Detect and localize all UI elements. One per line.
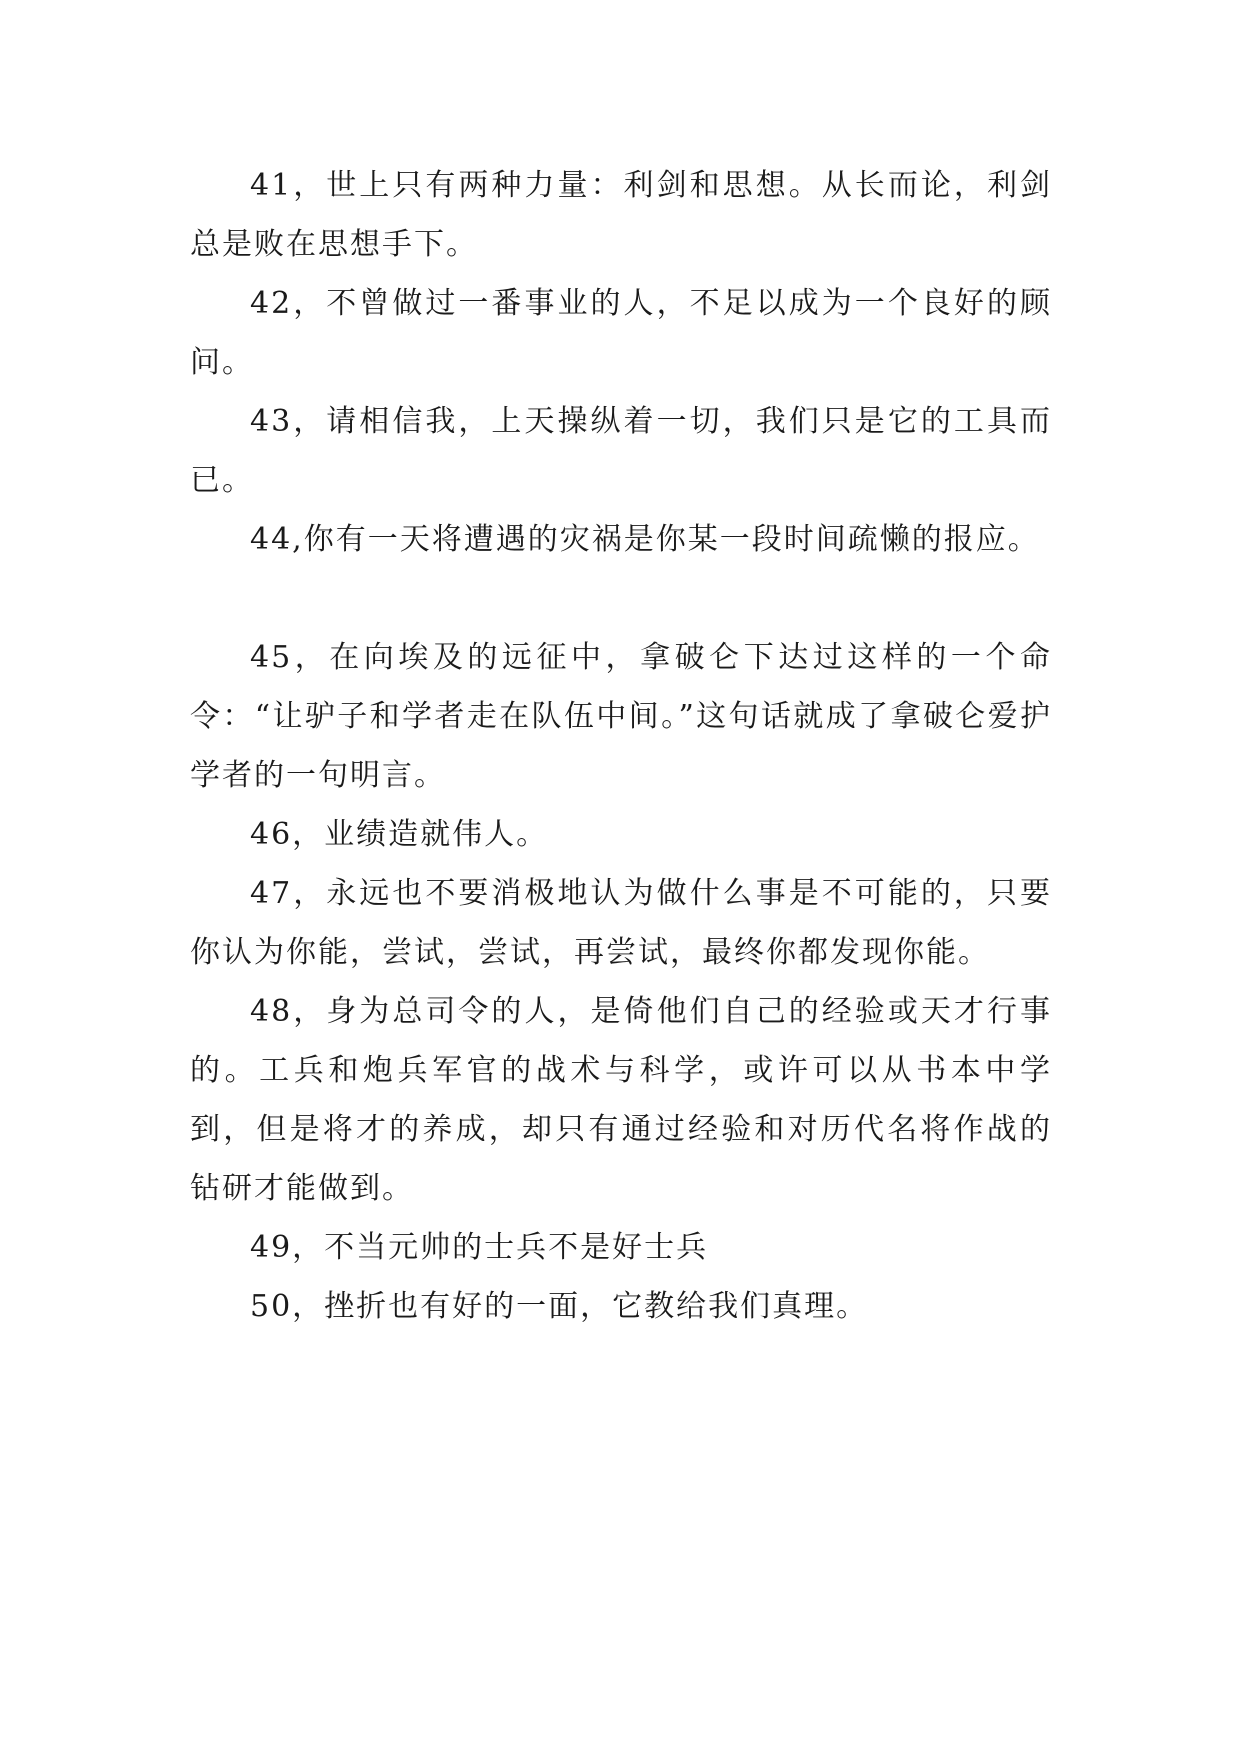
paragraph-41: 41，世上只有两种力量：利剑和思想。从长而论，利剑总是败在思想手下。 xyxy=(190,168,1052,262)
paragraph-46: 46，业绩造就伟人。 xyxy=(250,817,549,852)
paragraph-44: 44,你有一天将遭遇的灾祸是你某一段时间疏懒的报应。 xyxy=(250,522,1040,557)
paragraph-43: 43，请相信我，上天操纵着一切，我们只是它的工具而已。 xyxy=(190,404,1052,498)
paragraph-50: 50，挫折也有好的一面，它教给我们真理。 xyxy=(250,1289,869,1324)
paragraph-45: 45，在向埃及的远征中，拿破仑下达过这样的一个命令：“让驴子和学者走在队伍中间。”这句话就成了拿破仑爱护学者的一句明言。 xyxy=(190,640,1052,793)
document-body xyxy=(190,156,1052,1336)
blank-line xyxy=(190,569,1052,628)
paragraph-48: 48，身为总司令的人，是倚他们自己的经验或天才行事的。工兵和炮兵军官的战术与科学，或许可以从书本中学到，但是将才的养成，却只有通过经验和对历代名将作战的钻研才能做到。 xyxy=(190,994,1052,1206)
paragraph-47: 47，永远也不要消极地认为做什么事是不可能的，只要你认为你能，尝试，尝试，再尝试，最终你都发现你能。 xyxy=(190,876,1052,970)
paragraph-42: 42，不曾做过一番事业的人，不足以成为一个良好的顾问。 xyxy=(190,286,1052,380)
paragraph-49: 49，不当元帅的士兵不是好士兵 xyxy=(250,1230,709,1265)
